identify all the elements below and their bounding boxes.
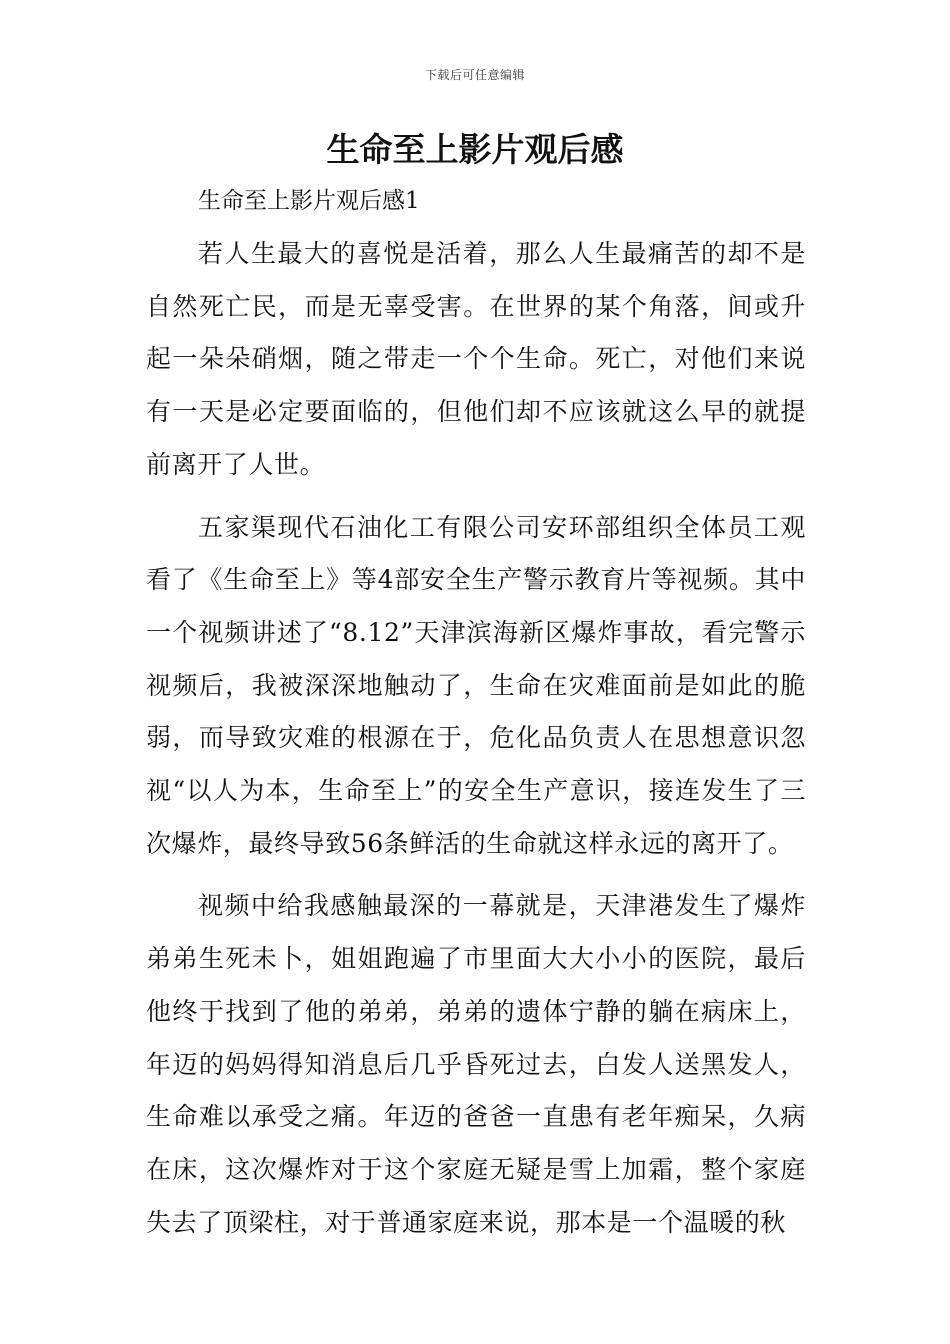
paragraph: 视频中给我感触最深的一幕就是，天津港发生了爆炸弟弟生死未卜，姐姐跑遍了市里面大大小小的医院，最后他终于找到了他的弟弟，弟弟的遗体宁静的躺在病床上，年迈的妈妈得知消息后几乎昏死过去，白发人送黑发人，生命难以承受之痛。年迈的爸爸一直患有老年痴呆，久病在床，这次爆炸对于这个家庭无疑是雪上加霜，整个家庭失去了顶梁柱，对于普通家庭来说，那本是一个温暖的秋 <box>146 891 806 1237</box>
document-body <box>146 228 806 1259</box>
document-title: 生命至上影片观后感 <box>326 130 624 169</box>
document-subtitle: 生命至上影片观后感1 <box>198 188 420 214</box>
header-note: 下载后可任意编辑 <box>424 68 525 82</box>
paragraph: 五家渠现代石油化工有限公司安环部组织全体员工观看了《生命至上》等4部安全生产警示教育片等视频。其中一个视频讲述了“8.12”天津滨海新区爆炸事故，看完警示视频后，我被深深地触动了，生命在灾难面前是如此的脆弱，而导致灾难的根源在于，危化品负责人在思想意识忽视“以人为本，生命至上”的安全生产意识，接连发生了三次爆炸，最终导致56条鲜活的生命就这样永远的离开了。 <box>146 512 806 858</box>
paragraph: 若人生最大的喜悦是活着，那么人生最痛苦的却不是自然死亡民，而是无辜受害。在世界的某个角落，间或升起一朵朵硝烟，随之带走一个个生命。死亡，对他们来说有一天是必定要面临的，但他们却不应该就这么早的就提前离开了人世。 <box>146 239 806 479</box>
